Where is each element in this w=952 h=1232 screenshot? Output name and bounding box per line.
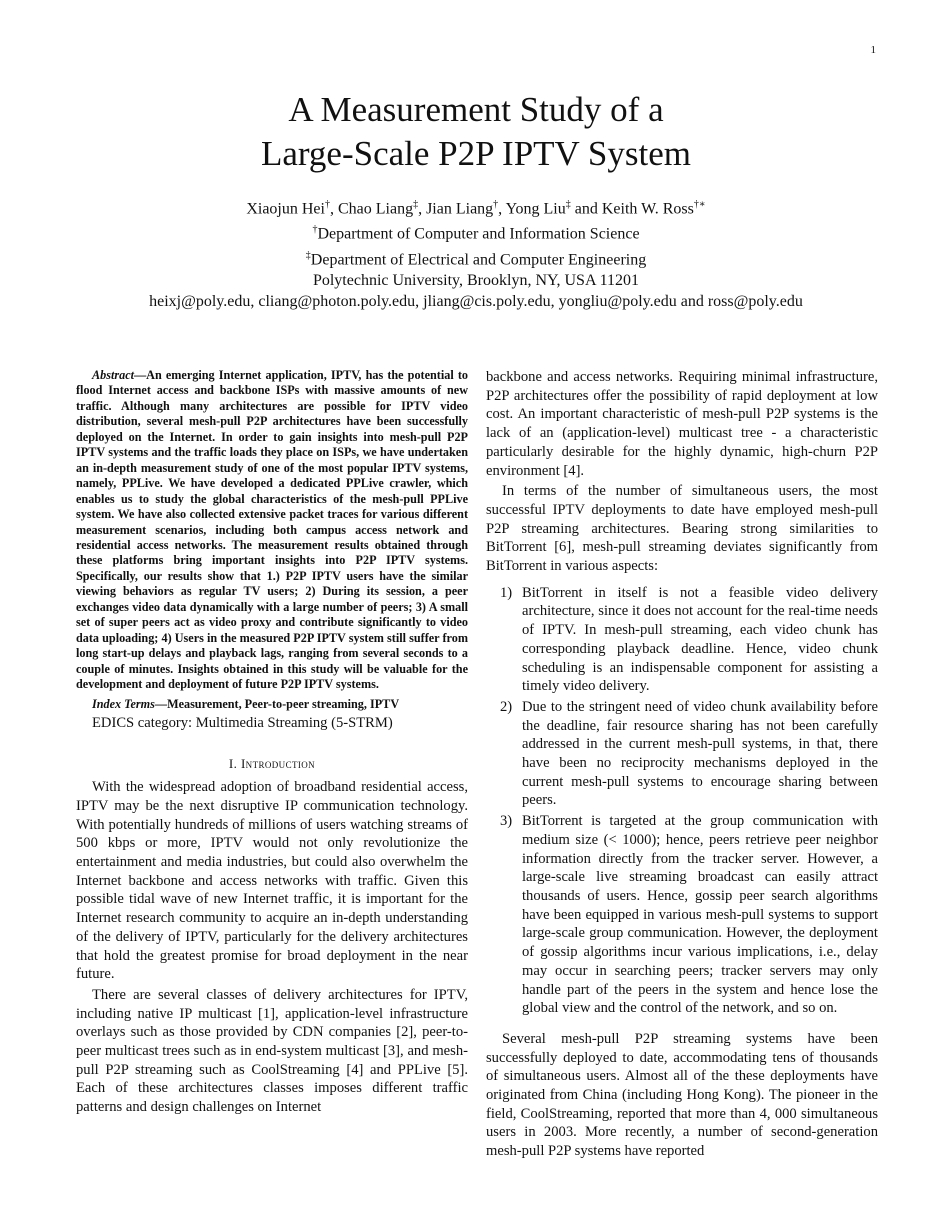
paper-title [0,88,952,176]
edics-category: EDICS category: Multimedia Streaming (5-STRM) [92,714,393,731]
paragraph: In terms of the number of simultaneous users, the most successful IPTV deployments to date have employed mesh-pull P2P streaming architectures. Bearing strong similarities to BitTorrent [6], mesh-pull streaming deviates significantly from BitTorrent in various aspects: [486,483,878,575]
affiliation-dept-2: ‡Department of Electrical and Computer Engineering [305,249,647,268]
list-item [486,698,878,810]
author-name: Yong Liu [505,200,566,218]
affiliation-mark: ‡ [565,199,571,210]
list-item [486,812,878,1018]
title-line-2: Large-Scale P2P IPTV System [260,134,691,173]
author-name: Xiaojun Hei [246,200,325,218]
author-emails: heixj@poly.edu, cliang@photon.poly.edu, jliang@cis.poly.edu, yongliu@poly.edu and ross@poly.edu [149,292,803,310]
author-list [0,194,952,219]
paragraph: There are several classes of delivery architectures for IPTV, including native IP multicast [1], application-level infrastructure overlays such as those provided by CDN companies [2], peer-to-peer multicast trees such as in end-system multicast [3], and mesh-pull P2P streaming such as CoolStreaming [4] and PPLive [5]. Each of these architectures classes imposes different traffic patterns and design challenges on Internet [76,986,468,1116]
affiliation-mark: † [324,199,330,210]
paragraph: backbone and access networks. Requiring minimal infrastructure, P2P architectures offer the possibility of rapid deployment at low cost. An important characteristic of mesh-pull P2P systems is the lack of an (application-level) multicast tree - a characteristic particularly desirable for the highly dynamic, high-churn P2P environment [4]. [486,369,878,479]
abstract-label: Abstract [92,368,134,382]
author-name: Chao Liang [337,200,414,218]
affiliation-mark: ‡ [413,199,419,210]
author-separator: , [418,200,427,218]
author-conjunction: and [570,200,602,218]
section-heading-introduction: I. Introduction [228,756,316,772]
author-block [0,194,952,312]
author-separator: , [329,200,338,218]
right-column [486,368,878,1161]
paragraph: Several mesh-pull P2P streaming systems have been successfully deployed to date, accommodating tens of thousands of simultaneous users. Almost all of the these deployments have originated from China (including Hong Kong). The pioneer in the field, CoolStreaming, reported that more than 4, 000 simultaneous users in 2003. More recently, a number of second-generation mesh-pull P2P systems have reported [486,1030,878,1160]
author-name: Jian Liang [426,200,494,218]
list-item-text: Due to the stringent need of video chunk availability before the deadline, fair resource sharing has not been carefully addressed in the current mesh-pull systems, in that, there have been no reciprocity mechanisms deployed in the current mesh-pull systems to encourage sharing between peers. [522,698,878,809]
index-terms-label: Index Terms [92,696,155,711]
abstract-text: —An emerging Internet application, IPTV, has the potential to flood Internet access and backbone ISPs with massive amounts of new traffic. Although many architectures are possible for IPTV video distribution, several mesh-pull P2P architectures have been successfully deployed on the Internet. In order to gain insights into mesh-pull P2P IPTV systems and the traffic loads they place on ISPs, we have undertaken an in-depth measurement study of one of the most popular IPTV systems, namely, PPLive. We have developed a dedicated PPLive crawler, which enables us to study the global characteristics of the mesh-pull PPLive system. We have also collected extensive packet traces for various different measurement scenarios, including both campus access network and residential access networks. The measurement results obtained through these platforms bring important insights into P2P IPTV systems. Specifically, our results show that 1.) P2P IPTV users have the similar viewing behaviors as regular TV users; 2) During its session, a peer exchanges video data dynamically with a large number of peers; 3) A small set of super peers act as video proxy and contribute significantly to video data uploading; 4) Users in the measured P2P IPTV system still suffer from long start-up delays and playback lags, ranging from several seconds to a couple of minutes. Insights obtained in this study will be valuable for the development and deployment of future P2P IPTV systems. [76,368,468,692]
left-column [76,368,468,1117]
aspects-list [486,584,878,1018]
list-number: 1) [500,584,513,601]
list-item [486,584,878,696]
affiliation-mark: † [493,199,499,210]
index-terms [76,696,468,712]
list-item-text: BitTorrent is targeted at the group communication with medium size (< 1000); hence, peers retrieve peer neighbor information directly from the tracker server. However, a large-scale live streaming broadcast can easily attract thousands of users. Hence, gossip peer search algorithms have been equipped in various mesh-pull systems to support large-scale group communication. However, the deployment of gossip algorithms incur various implications, i.e., delay may occur in searching peers; tracker servers may only handle part of the peers in the system and hence lose the global view and the control of the network, and so on. [522,813,878,1017]
author-separator: , [498,200,506,218]
index-terms-text: —Measurement, Peer-to-peer streaming, IPTV [154,696,400,711]
affiliation-dept-1: †Department of Computer and Information Science [312,224,640,243]
page-number: 1 [870,44,876,56]
title-line-1: A Measurement Study of a [288,90,664,129]
abstract [76,368,468,693]
affiliation-mark: ‡ [305,249,311,261]
paragraph: With the widespread adoption of broadband residential access, IPTV may be the next disruptive IP communication technology. With potentially hundreds of millions of users watching streams of 500 kbps or more, IPTV would not only revolutionize the entertainment and media industries, but could also overwhelm the Internet backbone and access networks with traffic. Given this possible tidal wave of new Internet traffic, it is important for the Internet research community to acquire an in-depth understanding of the delivery of IPTV, particularly for the delivery architectures that hold the greatest promise for broad deployment in the near future. [76,779,468,983]
list-item-text: BitTorrent in itself is not a feasible video delivery architecture, since it does not account for the real-time needs of IPTV. In mesh-pull streaming, each video chunk has corresponding playback deadline. Hence, video chunk scheduling is an indispensable component for assisting a timely video delivery. [522,584,878,695]
affiliation-mark: † [312,224,318,236]
list-number: 3) [500,813,513,830]
affiliation-university: Polytechnic University, Brooklyn, NY, USA 11201 [312,271,640,289]
affiliation-mark: †∗ [693,199,706,210]
list-number: 2) [500,698,513,715]
author-name: Keith W. Ross [601,200,694,218]
